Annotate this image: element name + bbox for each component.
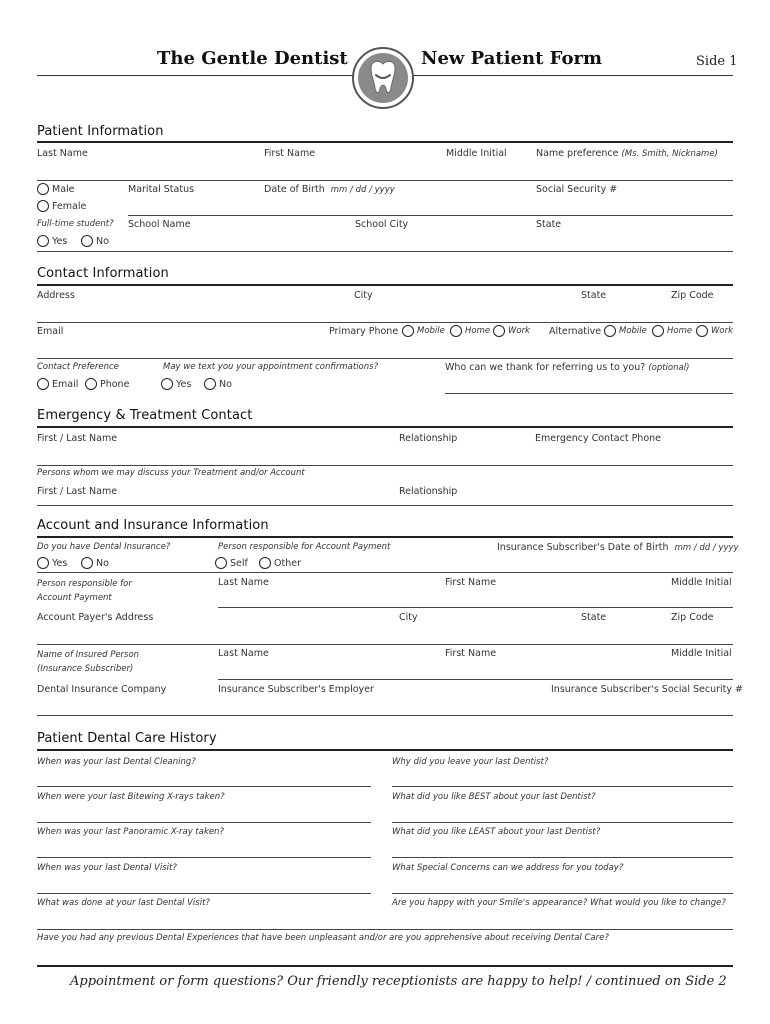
payer-city-label: City — [399, 612, 418, 623]
primary-work-text: Work — [508, 326, 531, 336]
insurance-yes-option[interactable] — [37, 557, 67, 569]
treatment-row-line[interactable] — [37, 505, 733, 506]
emergency-relationship-label: Relationship — [399, 433, 458, 444]
gender-female-option[interactable] — [37, 200, 86, 212]
dob-row-line[interactable] — [128, 215, 733, 216]
primary-mobile-text: Mobile — [417, 326, 445, 336]
history-heading-rule — [37, 749, 733, 751]
insurance-row-line[interactable] — [37, 572, 733, 573]
self-text: Self — [230, 557, 248, 569]
resp-middle-initial-label: Middle Initial — [671, 577, 732, 588]
insurance-no-radio[interactable] — [81, 557, 93, 569]
responsible-person-label — [37, 577, 132, 605]
q-last-cleaning: When was your last Dental Cleaning? — [37, 757, 196, 767]
practice-name: The Gentle Dentist — [157, 48, 348, 69]
sub-dob-hint: mm / dd / yyyy — [674, 543, 739, 553]
history-heading: Patient Dental Care History — [37, 731, 217, 746]
referral-text: Who can we thank for referring us to you? — [445, 362, 646, 373]
a-like-least-line[interactable] — [392, 857, 733, 858]
ssn-label: Social Security # — [536, 184, 618, 195]
treatment-relationship-label: Relationship — [399, 486, 458, 497]
emergency-name-label: First / Last Name — [37, 433, 118, 444]
insurance-no-text: No — [96, 557, 109, 569]
marital-status-label: Marital Status — [128, 184, 195, 195]
q-smile-appearance: Are you happy with your Smile's appearance? What would you like to change? — [392, 898, 726, 908]
primary-work-radio[interactable] — [493, 325, 505, 337]
q-special-concerns: What Special Concerns can we address for you today? — [392, 863, 624, 873]
city-label: City — [354, 290, 373, 301]
responsible-question: Person responsible for Account Payment — [218, 542, 391, 552]
q-like-least: What did you like LEAST about your last Dentist? — [392, 827, 601, 837]
responsible-self-option[interactable] — [215, 557, 248, 569]
text-no-text: No — [219, 378, 232, 390]
payer-address-label: Account Payer's Address — [37, 612, 154, 623]
dob-label — [264, 184, 395, 195]
responsible-other-option[interactable] — [259, 557, 301, 569]
a-last-cleaning-line[interactable] — [37, 786, 371, 787]
insurance-yes-text: Yes — [52, 557, 68, 569]
resp-last-name-label: Last Name — [218, 577, 269, 588]
contact-pref-label: Contact Preference — [37, 362, 119, 372]
insured-line2: (Insurance Subscriber) — [37, 664, 134, 674]
form-title: New Patient Form — [421, 48, 602, 69]
referral-line[interactable] — [445, 393, 733, 394]
student-no-option[interactable] — [81, 235, 109, 247]
fulltime-student-label: Full-time student? — [37, 219, 114, 229]
q-panoramic: When was your last Panoramic X-ray taken? — [37, 827, 225, 837]
alt-home-option[interactable] — [652, 325, 692, 337]
student-yes-text: Yes — [52, 235, 68, 247]
q-why-leave: Why did you leave your last Dentist? — [392, 757, 549, 767]
text-confirm-question: May we text you your appointment confirmations? — [163, 362, 379, 372]
insurance-company-label: Dental Insurance Company — [37, 684, 167, 695]
pref-email-radio[interactable] — [37, 378, 49, 390]
a-special-concerns-line[interactable] — [392, 893, 733, 894]
company-row-line[interactable] — [37, 715, 733, 716]
a-panoramic-line[interactable] — [37, 857, 371, 858]
a-bitewing-line[interactable] — [37, 822, 371, 823]
male-radio[interactable] — [37, 183, 49, 195]
emergency-heading-rule — [37, 426, 733, 428]
primary-home-text: Home — [465, 326, 491, 336]
middle-initial-label: Middle Initial — [446, 148, 507, 159]
footer-text: Appointment or form questions? Our friendly receptionists are happy to help! / continued on Side 2 — [70, 974, 727, 989]
header-rule-left — [37, 75, 355, 76]
primary-home-option[interactable] — [450, 325, 490, 337]
primary-mobile-radio[interactable] — [402, 325, 414, 337]
other-text: Other — [274, 557, 301, 569]
school-name-label: School Name — [128, 219, 191, 230]
resp-first-name-label: First Name — [445, 577, 497, 588]
insurance-no-option[interactable] — [81, 557, 109, 569]
a-why-leave-line[interactable] — [392, 786, 733, 787]
subscriber-employer-label: Insurance Subscriber's Employer — [218, 684, 374, 695]
state-label: State — [581, 290, 607, 301]
insured-last-name-label: Last Name — [218, 648, 269, 659]
pref-email-option[interactable] — [37, 378, 78, 390]
q-last-visit: When was your last Dental Visit? — [37, 863, 177, 873]
primary-home-radio[interactable] — [450, 325, 462, 337]
resp-line2: Account Payment — [37, 593, 112, 603]
footer-rule — [37, 965, 733, 967]
a-last-visit-line[interactable] — [37, 893, 371, 894]
patient-info-heading: Patient Information — [37, 124, 164, 139]
email-label: Email — [37, 326, 64, 337]
subscriber-dob-label — [497, 542, 739, 553]
alt-home-text: Home — [667, 326, 693, 336]
alt-mobile-option[interactable] — [604, 325, 647, 337]
payer-state-label: State — [581, 612, 607, 623]
gender-male-option[interactable] — [37, 183, 75, 195]
treatment-name-label: First / Last Name — [37, 486, 118, 497]
address-label: Address — [37, 290, 75, 301]
zip-label: Zip Code — [671, 290, 714, 301]
first-name-label: First Name — [264, 148, 316, 159]
patient-heading-rule — [37, 141, 733, 143]
school-row-line[interactable] — [37, 251, 733, 252]
insured-first-name-label: First Name — [445, 648, 497, 659]
pref-phone-text: Phone — [100, 378, 130, 390]
dob-text: Date of Birth — [264, 184, 325, 195]
pref-email-text: Email — [52, 378, 79, 390]
alt-mobile-text: Mobile — [619, 326, 647, 336]
contact-info-heading: Contact Information — [37, 266, 169, 281]
contact-heading-rule — [37, 284, 733, 286]
text-yes-text: Yes — [176, 378, 192, 390]
self-radio[interactable] — [215, 557, 227, 569]
subscriber-ssn-label: Insurance Subscriber's Social Security # — [551, 684, 743, 695]
emergency-row-line[interactable] — [37, 465, 733, 466]
name-preference-label — [536, 148, 718, 159]
female-text: Female — [52, 200, 87, 212]
resp-line1: Person responsible for — [37, 579, 132, 589]
a-like-best-line[interactable] — [392, 822, 733, 823]
q-bitewing: When were your last Bitewing X-rays taken? — [37, 792, 225, 802]
primary-phone-label: Primary Phone — [329, 326, 399, 337]
text-yes-option[interactable] — [161, 378, 191, 390]
student-no-text: No — [96, 235, 109, 247]
school-state-label: State — [536, 219, 562, 230]
primary-mobile-option[interactable] — [402, 325, 445, 337]
alt-work-option[interactable] — [696, 325, 733, 337]
alt-work-radio[interactable] — [696, 325, 708, 337]
address-row-line[interactable] — [37, 322, 733, 323]
insured-row-line[interactable] — [218, 679, 733, 680]
insured-line1: Name of Insured Person — [37, 650, 140, 660]
name-row-line[interactable] — [37, 180, 733, 181]
account-heading: Account and Insurance Information — [37, 518, 269, 533]
insurance-yes-radio[interactable] — [37, 557, 49, 569]
dental-insurance-question: Do you have Dental Insurance? — [37, 542, 171, 552]
other-radio[interactable] — [259, 557, 271, 569]
school-city-label: School City — [355, 219, 409, 230]
pref-phone-option[interactable] — [85, 378, 129, 390]
female-radio[interactable] — [37, 200, 49, 212]
emergency-heading: Emergency & Treatment Contact — [37, 408, 253, 423]
alt-home-radio[interactable] — [652, 325, 664, 337]
tooth-logo-icon — [351, 46, 415, 110]
primary-work-option[interactable] — [493, 325, 530, 337]
payer-address-row-line[interactable] — [37, 644, 733, 645]
responsible-row-line[interactable] — [218, 607, 733, 608]
student-yes-option[interactable] — [37, 235, 67, 247]
alternative-phone-label: Alternative — [549, 326, 602, 337]
account-heading-rule — [37, 536, 733, 538]
text-no-option[interactable] — [204, 378, 232, 390]
q-like-best: What did you like BEST about your last Dentist? — [392, 792, 596, 802]
alt-work-text: Work — [711, 326, 734, 336]
insured-person-label — [37, 648, 139, 676]
name-pref-text: Name preference — [536, 148, 619, 159]
pref-phone-radio[interactable] — [85, 378, 97, 390]
header-rule-right — [414, 75, 733, 76]
email-row-line[interactable] — [37, 358, 733, 359]
q-what-done: What was done at your last Dental Visit? — [37, 898, 210, 908]
referral-hint: (optional) — [648, 363, 690, 373]
male-text: Male — [52, 183, 75, 195]
insured-middle-initial-label: Middle Initial — [671, 648, 732, 659]
treatment-persons-label: Persons whom we may discuss your Treatment and/or Account — [37, 468, 305, 478]
text-yes-radio[interactable] — [161, 378, 173, 390]
alt-mobile-radio[interactable] — [604, 325, 616, 337]
student-no-radio[interactable] — [81, 235, 93, 247]
emergency-phone-label: Emergency Contact Phone — [535, 433, 662, 444]
student-yes-radio[interactable] — [37, 235, 49, 247]
last-name-label: Last Name — [37, 148, 88, 159]
payer-zip-label: Zip Code — [671, 612, 714, 623]
a-what-done-line[interactable] — [37, 929, 733, 930]
side-label: Side 1 — [696, 54, 738, 69]
q-unpleasant-experiences: Have you had any previous Dental Experiences that have been unpleasant and/or are you apprehensive about receiving Dental Care? — [37, 933, 609, 943]
name-pref-hint: (Ms. Smith, Nickname) — [621, 149, 718, 159]
sub-dob-text: Insurance Subscriber's Date of Birth — [497, 542, 669, 553]
dob-hint: mm / dd / yyyy — [330, 185, 395, 195]
referral-label — [445, 362, 689, 373]
text-no-radio[interactable] — [204, 378, 216, 390]
